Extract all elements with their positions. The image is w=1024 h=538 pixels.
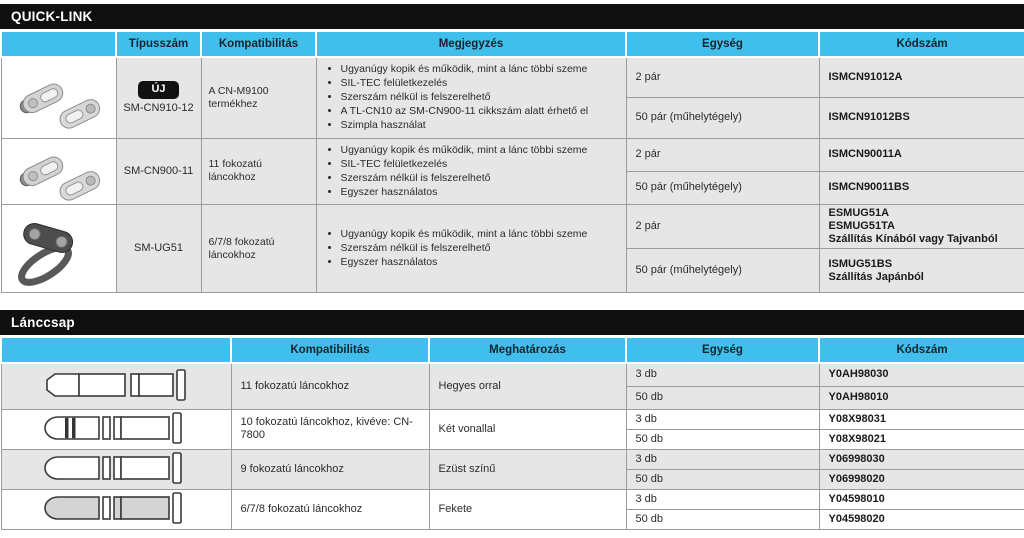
quick-link-silver-photo-icon <box>7 141 111 201</box>
note-item: • Egyszer használatos <box>341 186 617 200</box>
code-cell <box>819 249 1024 293</box>
note-item: • Szerszám nélkül is felszerelhető <box>341 242 617 256</box>
table-row <box>1 449 1024 469</box>
lanccsap-section <box>0 310 1024 530</box>
compatibility-cell: 11 fokozatú láncokhoz <box>231 363 429 409</box>
unit-cell: 2 pár <box>626 138 819 171</box>
code-line: Szállítás Japánból <box>828 270 924 283</box>
code-line: Szállítás Kínából vagy Tajvanból <box>828 233 998 245</box>
note-item: • Szimpla használat <box>341 119 617 133</box>
header-kompatibilitas: Kompatibilitás <box>231 337 429 363</box>
unit-cell: 3 db <box>626 363 819 386</box>
table-row <box>1 409 1024 429</box>
definition-cell: Hegyes orral <box>429 363 626 409</box>
quick-link-title: QUICK-LINK <box>0 4 1024 29</box>
header-photo <box>1 31 116 57</box>
pin-image-cell <box>1 489 231 529</box>
header-megjegyzes: Megjegyzés <box>316 31 626 57</box>
header-meghatarozas: Meghatározás <box>429 337 626 363</box>
quick-link-section <box>0 4 1024 293</box>
code-cell: Y04598010 <box>819 489 1024 509</box>
note-item: • SIL-TEC felületkezelés <box>341 158 617 172</box>
unit-cell: 50 db <box>626 386 819 409</box>
pin-image-cell <box>1 409 231 449</box>
type-number-cell: SM-CN900-11 <box>116 138 201 205</box>
code-line: ESMUG51A <box>828 207 890 219</box>
unit-cell: 50 pár (műhelytégely) <box>626 249 819 293</box>
code-cell: Y0AH98010 <box>819 386 1024 409</box>
table-row <box>1 138 1024 171</box>
lanccsap-table <box>0 336 1024 530</box>
unit-cell: 3 db <box>626 489 819 509</box>
code-cell: Y06998030 <box>819 449 1024 469</box>
code-cell: ISMCN90011BS <box>819 171 1024 204</box>
definition-cell: Két vonallal <box>429 409 626 449</box>
code-cell <box>819 205 1024 249</box>
notes-cell <box>316 138 626 205</box>
unit-cell: 50 db <box>626 469 819 489</box>
table-row <box>1 363 1024 386</box>
note-item: • Ugyanúgy kopik és működik, mint a lánc többi szeme <box>341 144 617 158</box>
compatibility-cell: 6/7/8 fokozatú láncokhoz <box>201 205 316 293</box>
code-cell: ISMCN91012A <box>819 57 1024 98</box>
table-row <box>1 205 1024 249</box>
notes-cell <box>316 205 626 293</box>
notes-cell <box>316 57 626 138</box>
product-photo-cell <box>1 205 116 293</box>
chain-pin-black-icon <box>41 491 191 527</box>
note-item: • Ugyanúgy kopik és működik, mint a lánc többi szeme <box>341 228 617 242</box>
quick-link-table <box>0 30 1024 293</box>
lanccsap-title: Lánccsap <box>0 310 1024 335</box>
code-line: ESMUG51TA <box>828 220 895 232</box>
code-cell: Y04598020 <box>819 509 1024 529</box>
note-item: • SIL-TEC felületkezelés <box>341 77 617 91</box>
header-tipusszam: Típusszám <box>116 31 201 57</box>
compatibility-cell: A CN-M9100 termékhez <box>201 57 316 138</box>
header-kodszam: Kódszám <box>819 337 1024 363</box>
code-cell: Y08X98021 <box>819 429 1024 449</box>
compatibility-cell: 10 fokozatú láncokhoz, kivéve: CN-7800 <box>231 409 429 449</box>
quick-link-header-row <box>1 31 1024 57</box>
unit-cell: 50 pár (műhelytégely) <box>626 98 819 139</box>
unit-cell: 50 db <box>626 509 819 529</box>
code-cell: Y08X98031 <box>819 409 1024 429</box>
definition-cell: Ezüst színű <box>429 449 626 489</box>
chain-pin-two-lines-icon <box>41 411 191 447</box>
table-row <box>1 57 1024 98</box>
note-item: • Szerszám nélkül is felszerelhető <box>341 91 617 105</box>
product-photo-cell <box>1 138 116 205</box>
note-item: • Egyszer használatos <box>341 256 617 270</box>
code-cell: Y06998020 <box>819 469 1024 489</box>
compatibility-cell: 6/7/8 fokozatú láncokhoz <box>231 489 429 529</box>
type-number-cell <box>116 57 201 138</box>
definition-cell: Fekete <box>429 489 626 529</box>
header-kodszam: Kódszám <box>819 31 1024 57</box>
note-item: • A TL-CN10 az SM-CN900-11 cikkszám alatt érhető el <box>341 105 617 119</box>
compatibility-cell: 9 fokozatú láncokhoz <box>231 449 429 489</box>
type-number: SM-CN910-12 <box>123 101 194 114</box>
lanccsap-header-row <box>1 337 1024 363</box>
chain-pin-pointed-icon <box>41 368 191 404</box>
code-cell: ISMCN91012BS <box>819 98 1024 139</box>
product-photo-cell <box>1 57 116 138</box>
type-number-cell: SM-UG51 <box>116 205 201 293</box>
unit-cell: 2 pár <box>626 57 819 98</box>
header-egyseg: Egység <box>626 31 819 57</box>
code-line: ISMUG51BS <box>828 257 893 270</box>
pin-image-cell <box>1 363 231 409</box>
chain-pin-silver-icon <box>41 451 191 487</box>
unit-cell: 50 db <box>626 429 819 449</box>
unit-cell: 3 db <box>626 449 819 469</box>
quick-link-silver-photo-icon <box>7 65 111 131</box>
code-cell: Y0AH98030 <box>819 363 1024 386</box>
header-egyseg: Egység <box>626 337 819 363</box>
pin-image-cell <box>1 449 231 489</box>
new-badge: ÚJ <box>138 81 178 99</box>
header-kompatibilitas: Kompatibilitás <box>201 31 316 57</box>
unit-cell: 50 pár (műhelytégely) <box>626 171 819 204</box>
chain-link-dark-photo-icon <box>7 209 111 289</box>
compatibility-cell: 11 fokozatú láncokhoz <box>201 138 316 205</box>
code-cell: ISMCN90011A <box>819 138 1024 171</box>
unit-cell: 2 pár <box>626 205 819 249</box>
note-item: • Ugyanúgy kopik és működik, mint a lánc többi szeme <box>341 63 617 77</box>
note-item: • Szerszám nélkül is felszerelhető <box>341 172 617 186</box>
header-icon <box>1 337 231 363</box>
table-row <box>1 489 1024 509</box>
unit-cell: 3 db <box>626 409 819 429</box>
